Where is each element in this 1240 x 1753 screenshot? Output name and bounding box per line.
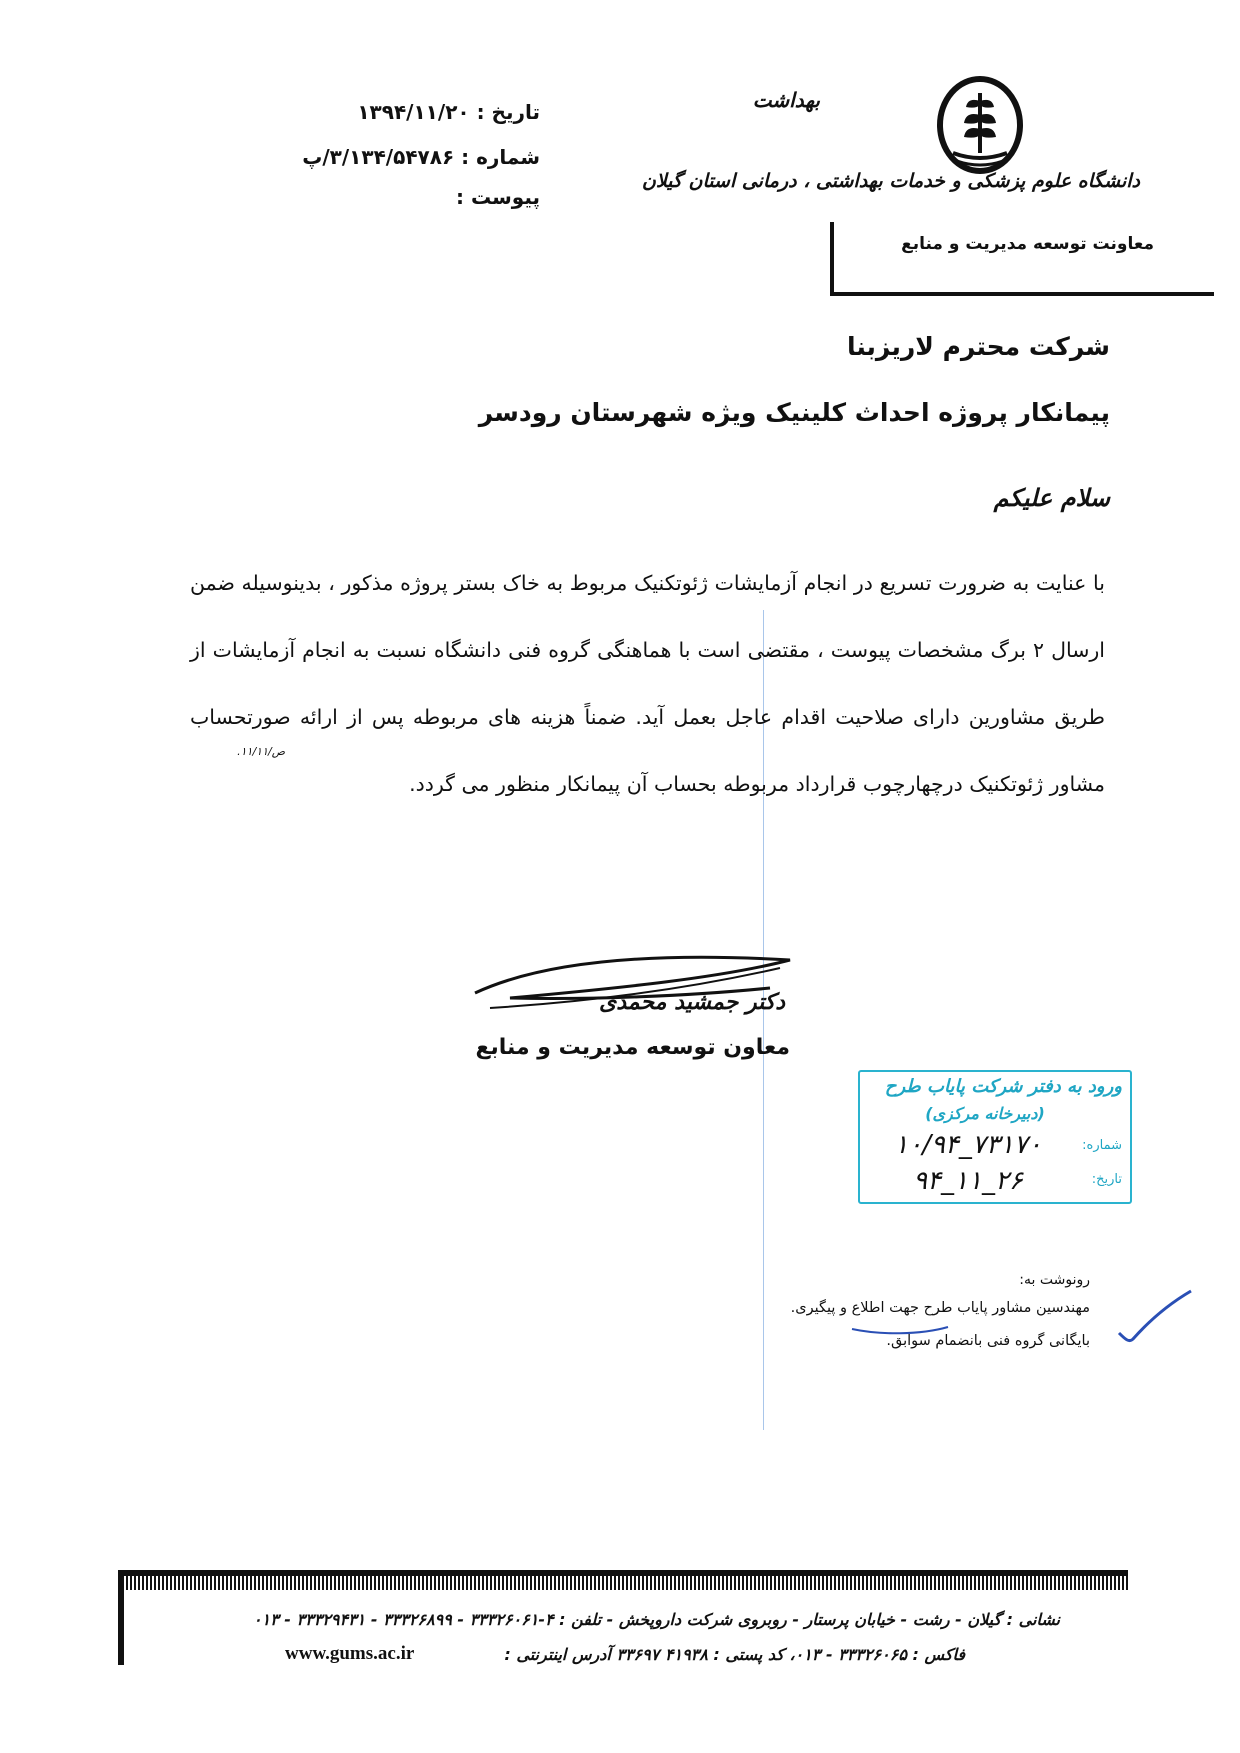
number-label: شماره : <box>461 145 540 169</box>
number-line <box>290 145 540 169</box>
check-mark-icon <box>1115 1285 1195 1345</box>
stamp-subtitle: (دبیرخانه مرکزی) <box>925 1104 1045 1123</box>
footer-corner-mark <box>118 1570 124 1665</box>
cc-label: رونوشت به: <box>1019 1272 1090 1288</box>
cc-underline-icon <box>850 1323 950 1337</box>
footer-website: www.gums.ac.ir <box>285 1643 415 1664</box>
signatory-name: دکتر جمشید محمدی <box>599 990 785 1015</box>
cc-item-archive: بایگانی گروه فنی بانضمام سوابق. <box>886 1333 1090 1349</box>
date-line <box>290 100 540 124</box>
ministry-word: بهداشت <box>752 88 820 112</box>
cc-item-consultant: مهندسین مشاور پایاب طرح جهت اطلاع و پیگیری. <box>790 1300 1090 1316</box>
university-name: دانشگاه علوم پزشکی و خدمات بهداشتی ، درمانی استان گیلان <box>641 170 1140 192</box>
reference-note: ص/۱۱/۱۱. <box>237 745 285 758</box>
stamp-date-value: ۹۴_۱۱_۲۶ <box>913 1166 1023 1196</box>
stamp-number-label: شماره: <box>1082 1138 1122 1153</box>
recipient-company: شرکت محترم لاریزبنا <box>846 332 1110 361</box>
footer-address: نشانی : گیلان - رشت - خیابان پرستار - روبروی شرکت داروپخش - تلفن : ۴-۳۳۳۲۶۰۶۱ - ۳۳۳۲۶۸۹۹ - ۳۳۳۲۹۴۳۱ - ۰۱۳ <box>252 1610 1060 1629</box>
stamp-number-value: ۱۰/۹۴_۷۳۱۷۰ <box>894 1130 1042 1160</box>
university-logo-icon <box>935 75 1025 175</box>
signature-scribble-icon <box>470 948 810 1028</box>
letter-body: با عنایت به ضرورت تسریع در انجام آزمایشات ژئوتکنیک مربوط به خاک بستر پروژه مذکور ، بدینوسیله ضمن ارسال ۲ برگ مشخصات پیوست ، مقتضی است با هماهنگی گروه فنی دانشگاه نسبت به انجام آزمایشات از طریق مشاورین دارای صلاحیت اقدام عاجل بعمل آید. ضمناً هزینه های مربوطه پس از ارائه صورتحساب مشاور ژئوتکنیک درچهارچوب قرارداد مربوطه بحساب آن پیمانکار منظور می گردد. <box>190 571 1105 796</box>
footer-fax-postal: فاکس : ۳۳۳۲۶۰۶۵ - ۰۱۳، کد پستی : ۴۱۹۳۸ ۳۳۶۹۷ آدرس اینترنتی : <box>504 1645 965 1664</box>
greeting: سلام علیکم <box>993 484 1110 512</box>
attachment-label: پیوست : <box>455 185 540 209</box>
signatory-title: معاون توسعه مدیریت و منابع <box>475 1035 790 1060</box>
attachment-line <box>290 185 540 209</box>
department-label: معاونت توسعه مدیریت و منابع <box>901 234 1154 254</box>
stamp-date-label: تاریخ: <box>1091 1172 1122 1187</box>
department-box <box>830 222 1214 296</box>
number-value: ۳/۱۳۴/۵۴۷۸۶/پ <box>302 145 455 169</box>
date-value: ۱۳۹۴/۱۱/۲۰ <box>357 100 470 124</box>
date-label: تاریخ : <box>476 100 540 124</box>
recipient-role: پیمانکار پروژه احداث کلینیک ویژه شهرستان رودسر <box>478 398 1110 427</box>
entry-stamp <box>858 1070 1132 1204</box>
stamp-title: ورود به دفتر شرکت پایاب طرح <box>884 1076 1122 1097</box>
footer-bar <box>118 1570 1128 1590</box>
